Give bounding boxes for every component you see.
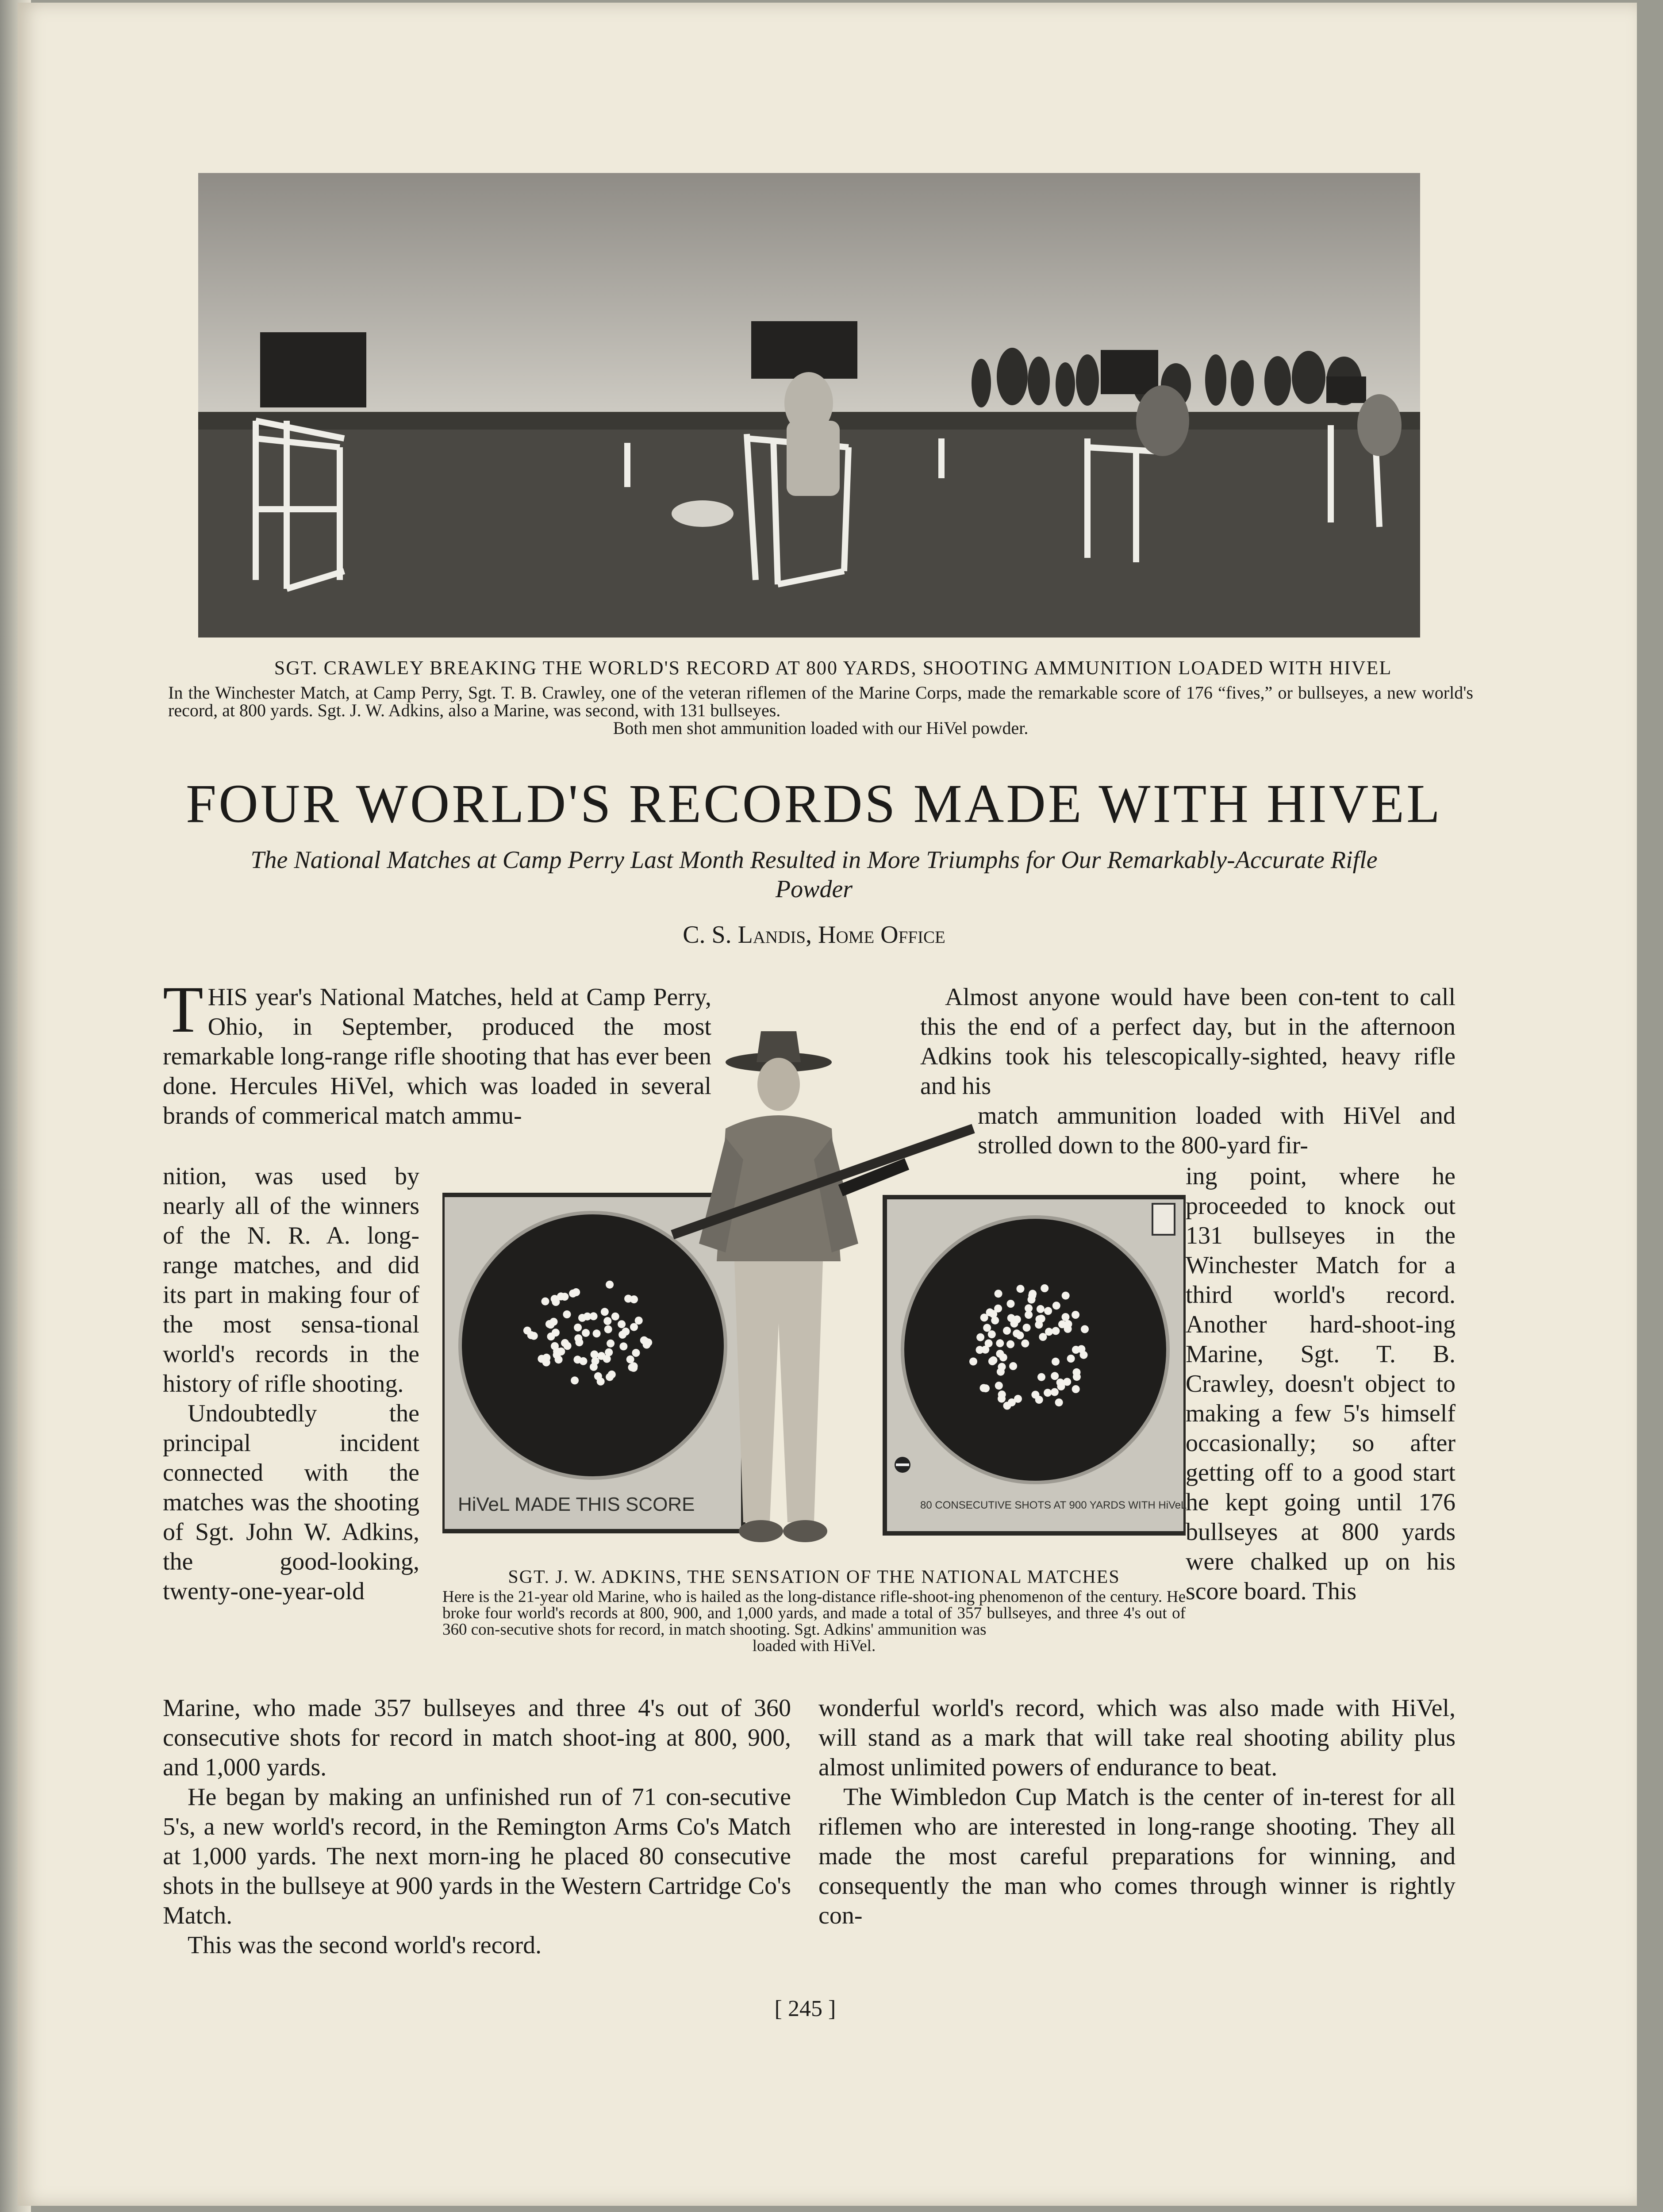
drop-cap: T	[163, 973, 204, 1046]
bullet-hole	[994, 1305, 1002, 1313]
bullet-hole	[640, 1336, 648, 1344]
bullet-hole	[1062, 1292, 1070, 1300]
bullet-hole	[630, 1362, 638, 1370]
center-photo-caption-text	[442, 1589, 1186, 1654]
bullet-hole	[1044, 1307, 1052, 1315]
top-photo-caption-title: SGT. CRAWLEY BREAKING THE WORLD'S RECORD AT 800 YARDS, SHOOTING AMMUNITION LOADED WITH HIVEL	[274, 657, 1392, 679]
bullet-hole	[626, 1356, 634, 1363]
top-photo-caption-last: Both men shot ammunition loaded with our HiVel powder.	[613, 718, 1029, 738]
bullet-hole	[584, 1313, 591, 1321]
bullet-hole	[1052, 1302, 1060, 1310]
bullet-hole	[1003, 1327, 1011, 1335]
bullet-hole	[557, 1348, 565, 1356]
range-photograph	[198, 173, 1420, 637]
bullet-hole	[1081, 1325, 1089, 1333]
bullet-hole	[601, 1308, 609, 1316]
paragraph-1-lead-text: HIS year's National Matches, held at Camp Perry, Ohio, in September, produced the most remarkable long-range rifle shooting that has ever been done. Hercules HiVel, which was loaded in several brands of commerical match ammu-	[163, 983, 711, 1129]
magazine-page	[18, 3, 1637, 2206]
bullet-hole	[1044, 1389, 1052, 1397]
paragraph-5-wide: wonderful world's record, which was also made with HiVel, will stand as a mark that will take real shooting ability plus almost unlimited powers of endurance to beat.	[818, 1694, 1456, 1781]
bullet-hole	[606, 1281, 614, 1289]
bullet-hole	[1031, 1391, 1039, 1399]
adkins-photograph	[442, 1014, 1186, 1564]
top-photo-caption-text	[168, 684, 1473, 737]
bullet-hole	[1037, 1305, 1045, 1313]
bullet-hole	[630, 1323, 638, 1331]
bullet-hole	[986, 1308, 994, 1316]
bullet-hole	[582, 1329, 590, 1337]
bullet-hole	[1072, 1385, 1080, 1393]
bullet-hole	[1023, 1324, 1031, 1332]
bullet-hole	[1055, 1398, 1063, 1406]
bullet-hole	[607, 1340, 615, 1348]
bullet-hole	[995, 1290, 1002, 1298]
bullet-hole	[1057, 1382, 1065, 1390]
bullet-hole	[997, 1368, 1005, 1376]
bullet-hole	[996, 1339, 1004, 1347]
paragraph-5-narrow: ing point, where he proceeded to knock out 131 bullseyes in the Winchester Match for a third world's record. Another hard-shoot-ing Marine, Sgt. T. B. Crawley, doesn't object to making a few 5's himself occasionally; so after getting off to a good start he kept going until 176 bullseyes at 800 yards were chalked up on his score board. This	[1186, 1163, 1456, 1605]
bullet-hole	[1007, 1300, 1015, 1308]
paragraph-5-top: Almost anyone would have been con-tent to call this the end of a perfect day, but in the afternoon Adkins took his telescopically-sighted, heavy rifle and his	[920, 983, 1456, 1100]
bullet-hole	[1025, 1304, 1033, 1312]
left-bottom-column	[163, 1694, 791, 1960]
bullet-hole	[982, 1384, 990, 1392]
paragraph-3: He began by making an unfinished run of 71 con-secutive 5's, a new world's record, in the Remington Arms Co's Match at 1,000 yards. The next morn-ing he placed 80 consecutive shots in the bullseye at 900 yards in the Western Cartridge Co's Match.	[163, 1783, 791, 1929]
bullet-hole	[605, 1348, 613, 1356]
bullet-hole	[991, 1317, 999, 1325]
bullet-hole	[1072, 1346, 1080, 1354]
bullet-hole	[1013, 1329, 1021, 1337]
center-photo-caption-last: loaded with HiVel.	[752, 1637, 876, 1655]
bullet-hole	[1052, 1358, 1060, 1366]
bullet-hole	[611, 1313, 619, 1321]
top-photo-caption-body: In the Winchester Match, at Camp Perry, Sgt. T. B. Crawley, one of the veteran riflemen of the Marine Corps, made the remarkable score of 176 “fives,” or bullseyes, a new world's record, at 800 yards. Sgt. J. W. Adkins, also a Marine, was second, with 131 bullseyes.	[168, 683, 1473, 720]
bullet-hole	[1037, 1373, 1045, 1381]
bullet-hole	[1029, 1290, 1037, 1298]
bullet-hole	[1051, 1388, 1059, 1396]
paragraph-6: The Wimbledon Cup Match is the center of in-terest for all riflemen who are interested in long-range shooting. They all made the most careful preparations for winning, and consequently the man who comes through winner is rightly con-	[818, 1783, 1456, 1929]
bullet-hole	[619, 1342, 627, 1350]
bullet-hole	[1067, 1355, 1075, 1363]
bullet-hole	[593, 1329, 601, 1337]
bullet-hole	[632, 1349, 640, 1357]
bullet-hole	[603, 1317, 611, 1325]
bullet-hole	[604, 1325, 612, 1333]
paragraph-5-mid: match ammunition loaded with HiVel and strolled down to the 800-yard fir-	[978, 1102, 1456, 1159]
bullet-hole	[988, 1330, 996, 1338]
bullet-hole	[1009, 1362, 1017, 1370]
bullet-hole	[551, 1342, 559, 1350]
bullet-hole	[1080, 1351, 1088, 1359]
bullet-hole	[563, 1310, 571, 1318]
bullet-hole	[976, 1333, 984, 1341]
left-narrow-column	[163, 1162, 419, 1606]
bullet-hole	[995, 1382, 1003, 1390]
bullet-hole	[998, 1390, 1006, 1398]
bullet-hole	[571, 1376, 579, 1384]
bullet-hole	[547, 1333, 555, 1340]
page-number: [ 245 ]	[774, 1996, 836, 2021]
bullet-hole	[635, 1317, 643, 1325]
bullet-hole	[990, 1356, 998, 1364]
bullet-hole	[1041, 1284, 1048, 1292]
bullet-hole	[976, 1346, 984, 1354]
bullet-hole	[618, 1331, 626, 1339]
bullet-hole	[561, 1293, 568, 1301]
bullet-hole	[542, 1354, 550, 1362]
paragraph-2-narrow: Undoubtedly the principal incident connected with the matches was the shooting of Sgt. John W. Adkins, the good-looking, twenty-one-year-old	[163, 1400, 419, 1605]
bullet-hole	[1039, 1333, 1047, 1341]
left-target-label: HiVeL MADE THIS SCORE	[458, 1494, 695, 1515]
bullet-hole	[527, 1331, 535, 1339]
bullet-hole	[1007, 1314, 1015, 1322]
bullet-hole	[569, 1290, 577, 1298]
bullet-hole	[580, 1357, 588, 1365]
paragraph-4: This was the second world's record.	[188, 1932, 542, 1959]
center-photo-caption-body: Here is the 21-year old Marine, who is hailed as the long-distance rifle-shoot-ing phenomenon of the century. He broke four world's records at 800, 900, and 1,000 yards, and made a total of 357 bullseyes, and three 4's out of 360 con-secutive shots for record, in match shooting. Sgt. Adkins' ammunition was	[442, 1588, 1186, 1639]
bullet-hole	[969, 1358, 977, 1366]
article-byline: C. S. Landis, Home Office	[683, 921, 945, 949]
bullet-hole	[1062, 1313, 1070, 1321]
bullet-hole	[1045, 1328, 1053, 1336]
bullet-hole	[1052, 1327, 1060, 1335]
right-bottom-column	[818, 1694, 1456, 1931]
bullet-hole	[1072, 1311, 1079, 1319]
article-subhead: The National Matches at Camp Perry Last Month Resulted in More Triumphs for Our Remarkably-Accurate Rifle Powder	[250, 846, 1378, 903]
paragraph-2-wide: Marine, who made 357 bullseyes and three 4's out of 360 consecutive shots for record in match shoot-ing at 800, 900, and 1,000 yards.	[163, 1694, 791, 1781]
bullet-hole	[608, 1371, 616, 1379]
bullet-hole	[999, 1353, 1007, 1361]
bullet-hole	[1003, 1402, 1011, 1410]
bullet-hole	[545, 1320, 553, 1328]
article-headline: FOUR WORLD'S RECORDS MADE WITH HIVEL	[186, 773, 1442, 834]
bullet-hole	[1006, 1340, 1014, 1348]
paragraph-1-narrow: nition, was used by nearly all of the winners of the N. R. A. long-range matches, and did its part in making four of the most sensa-tional world's records in the history of rifle shooting.	[163, 1163, 419, 1398]
bullet-hole	[1073, 1368, 1081, 1376]
bullet-hole	[591, 1357, 599, 1365]
right-target-label: 80 CONSECUTIVE SHOTS AT 900 YARDS WITH HiVeL	[920, 1499, 1187, 1511]
right-narrow-column	[1186, 1162, 1456, 1606]
bullet-hole	[1051, 1372, 1059, 1380]
center-photo-caption-title: SGT. J. W. ADKINS, THE SENSATION OF THE NATIONAL MATCHES	[508, 1567, 1120, 1587]
bullet-hole	[618, 1320, 626, 1328]
bullet-hole	[1064, 1325, 1072, 1333]
bullet-hole	[1017, 1285, 1025, 1293]
bullet-hole	[575, 1338, 583, 1346]
bullet-hole	[542, 1298, 549, 1306]
bullet-hole	[597, 1378, 605, 1386]
bullet-hole	[1037, 1315, 1045, 1323]
bullet-hole	[574, 1324, 582, 1332]
bullet-hole	[597, 1352, 605, 1360]
bullet-hole	[983, 1324, 991, 1332]
bullet-hole	[624, 1295, 632, 1303]
bullet-hole	[561, 1339, 569, 1347]
bullet-hole	[1021, 1340, 1029, 1348]
